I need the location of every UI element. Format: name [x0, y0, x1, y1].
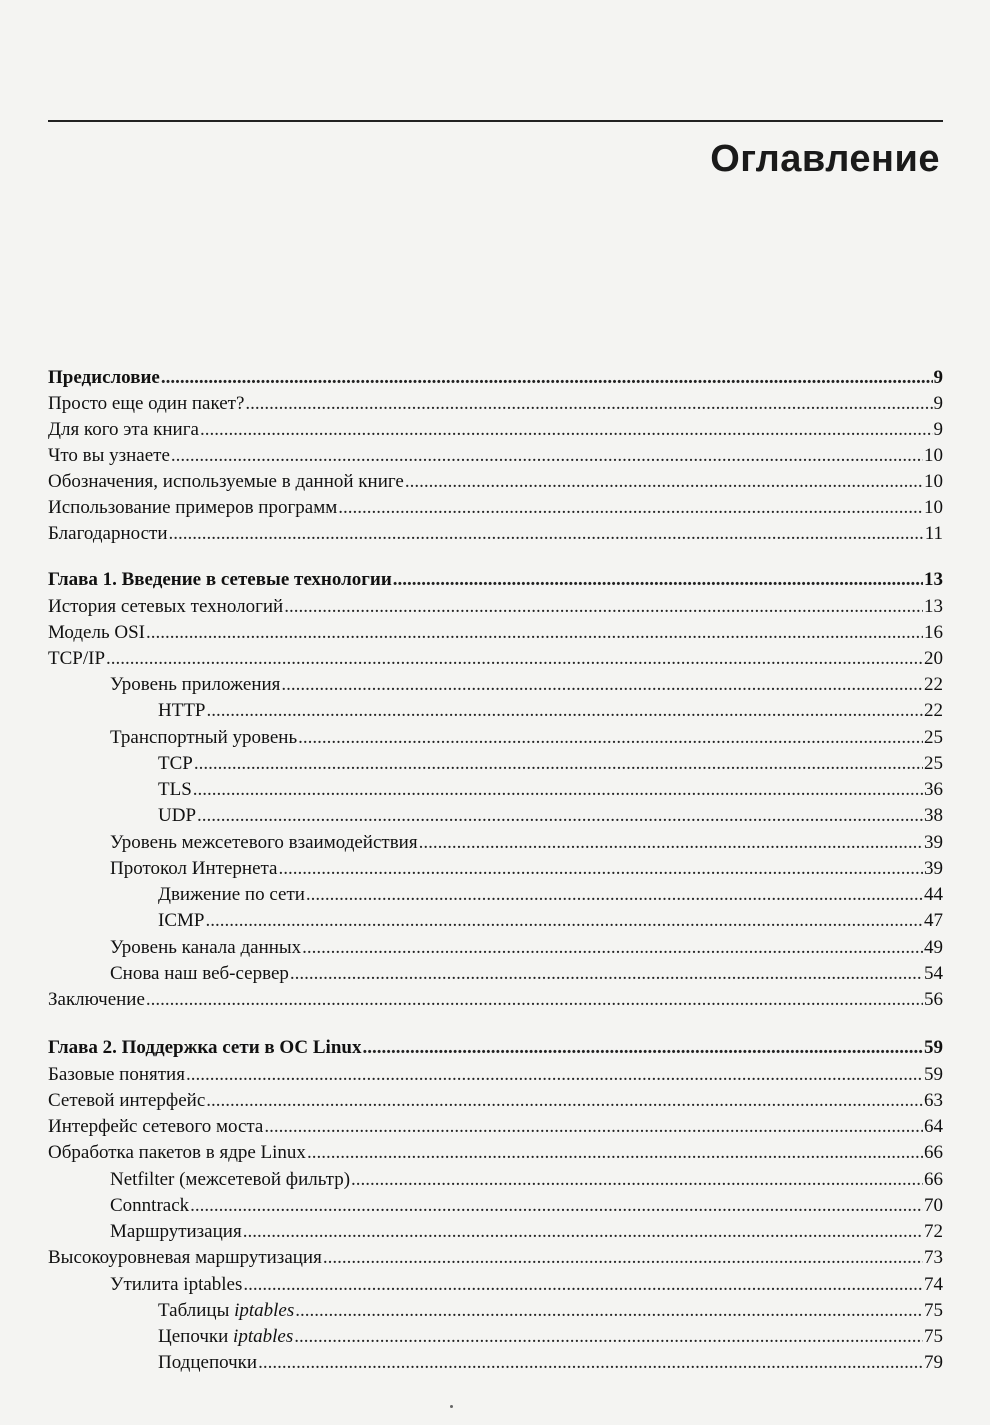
- dot-leader: [338, 497, 923, 519]
- dot-leader: [294, 1326, 923, 1348]
- toc-entry-page: 38: [924, 805, 943, 826]
- dot-leader: [186, 1064, 923, 1086]
- toc-entry: [48, 467, 943, 493]
- dot-leader: [295, 1300, 923, 1322]
- toc-entry-title: Сетевой интерфейс: [48, 1090, 206, 1111]
- toc-entry: [48, 723, 943, 749]
- toc-entry-title: Благодарности: [48, 523, 168, 544]
- toc-entry-page: 13: [924, 569, 943, 590]
- dot-leader: [146, 622, 923, 644]
- toc-entry-page: 13: [924, 596, 943, 617]
- toc-entry: [48, 1217, 943, 1243]
- toc-entry-page: 79: [924, 1352, 943, 1373]
- toc-entry-page: 73: [924, 1247, 943, 1268]
- toc-entry-title: Netfilter (межсетевой фильтр): [110, 1169, 351, 1190]
- dot-leader: [197, 805, 923, 827]
- dot-leader: [243, 1274, 923, 1296]
- toc-entry-title: Протокол Интернета: [110, 858, 278, 879]
- toc-entry: [48, 749, 943, 775]
- toc-entry-title-italic: iptables: [234, 1300, 295, 1321]
- dot-leader: [284, 596, 923, 618]
- toc-entry-page: 16: [924, 622, 943, 643]
- toc-entry: [48, 493, 943, 519]
- toc-entry-title: Для кого эта книга: [48, 419, 199, 440]
- toc-entry: [48, 1322, 943, 1348]
- dot-leader: [207, 700, 924, 722]
- dot-leader: [206, 1090, 923, 1112]
- toc-entry-title: Обработка пакетов в ядре Linux: [48, 1142, 306, 1163]
- page-title: Оглавление: [710, 138, 940, 180]
- toc-entry-title: Использование примеров программ: [48, 497, 338, 518]
- toc-entry-page: 59: [924, 1037, 943, 1058]
- toc-entry-page: 9: [933, 419, 943, 440]
- toc-entry-page: 66: [924, 1142, 943, 1163]
- dot-leader: [290, 963, 923, 985]
- toc-entry-page: 39: [924, 832, 943, 853]
- dot-leader: [351, 1169, 923, 1191]
- toc-entry-title: TLS: [158, 779, 192, 800]
- toc-entry: [48, 880, 943, 906]
- toc-entry-page: 49: [924, 937, 943, 958]
- toc-entry-page: 66: [924, 1169, 943, 1190]
- toc-entry-title: Заключение: [48, 989, 145, 1010]
- toc-entry-page: 10: [924, 471, 943, 492]
- toc-entry-title: Conntrack: [110, 1195, 190, 1216]
- toc-entry: [48, 415, 943, 441]
- dot-leader: [393, 569, 923, 591]
- toc-entry-title-text: Цепочки: [158, 1326, 234, 1347]
- toc-entry-page: 63: [924, 1090, 943, 1111]
- toc-entry-title: Глава 1. Введение в сетевые технологии: [48, 569, 392, 590]
- toc-entry: [48, 1296, 943, 1322]
- toc-entry-title-text: Таблицы: [158, 1300, 235, 1321]
- toc-entry: [48, 592, 943, 618]
- dot-leader: [243, 1221, 923, 1243]
- toc-entry-page: 25: [924, 727, 943, 748]
- dot-leader: [258, 1352, 923, 1374]
- toc-entry-page: 22: [924, 674, 943, 695]
- toc-entry: [48, 933, 943, 959]
- dot-leader: [264, 1116, 923, 1138]
- toc-entry-page: 10: [924, 445, 943, 466]
- toc-entry: [48, 618, 943, 644]
- toc-entry: [48, 363, 943, 389]
- dot-leader: [323, 1247, 923, 1269]
- toc-entry: [48, 565, 943, 591]
- toc-entry-title: Просто еще один пакет?: [48, 393, 245, 414]
- dot-leader: [307, 1142, 923, 1164]
- toc-entry-title: История сетевых технологий: [48, 596, 284, 617]
- dot-leader: [281, 674, 923, 696]
- toc-entry-title: Снова наш веб-сервер: [110, 963, 289, 984]
- header-rule: [48, 120, 943, 122]
- toc-entry-title: Базовые понятия: [48, 1064, 185, 1085]
- toc-entry: [48, 1191, 943, 1217]
- toc-entry-page: 11: [924, 523, 943, 544]
- toc-entry-title: Модель OSI: [48, 622, 145, 643]
- toc-entry-page: 10: [924, 497, 943, 518]
- toc-entry-title: ICMP: [158, 910, 205, 931]
- toc-entry-title: TCP/IP: [48, 648, 106, 669]
- dot-leader: [200, 419, 933, 441]
- toc-entry: [48, 775, 943, 801]
- dot-leader: [171, 445, 923, 467]
- toc-entry-page: 47: [924, 910, 943, 931]
- toc-entry-page: 20: [924, 648, 943, 669]
- dot-leader: [169, 523, 924, 545]
- toc-entry: [48, 1348, 943, 1374]
- toc-entry: [48, 1033, 943, 1059]
- dot-leader: [298, 727, 923, 749]
- toc-entry-title: Уровень приложения: [110, 674, 281, 695]
- toc-entry: [48, 959, 943, 985]
- toc-entry: [48, 801, 943, 827]
- dot-leader: [405, 471, 923, 493]
- toc-entry-page: 36: [924, 779, 943, 800]
- toc-entry-page: 9: [933, 367, 943, 388]
- toc-entry-page: 64: [924, 1116, 943, 1137]
- toc-entry: [48, 1112, 943, 1138]
- toc-entry: [48, 1138, 943, 1164]
- toc-entry-page: 54: [924, 963, 943, 984]
- toc-entry-title-italic: iptables: [233, 1326, 294, 1347]
- dot-leader: [146, 989, 923, 1011]
- dot-leader: [306, 884, 923, 906]
- toc-entry-title: Предисловие: [48, 367, 160, 388]
- dot-leader: [205, 910, 923, 932]
- toc-entry-page: 72: [924, 1221, 943, 1242]
- toc-entry-title: Транспортный уровень: [110, 727, 298, 748]
- toc-entry: [48, 1086, 943, 1112]
- toc-entry-page: 39: [924, 858, 943, 879]
- dot-leader: [106, 648, 923, 670]
- toc-entry-title: Что вы узнаете: [48, 445, 170, 466]
- dot-leader: [161, 367, 933, 389]
- toc-entry-title: UDP: [158, 805, 197, 826]
- toc-entry: [48, 906, 943, 932]
- toc-entry-title: TCP: [158, 753, 193, 774]
- dot-leader: [190, 1195, 923, 1217]
- toc-entry-page: 74: [924, 1274, 943, 1295]
- toc-entry-page: 59: [924, 1064, 943, 1085]
- dot-leader: [194, 753, 923, 775]
- toc-entry-title: Маршрутизация: [110, 1221, 242, 1242]
- toc-entry-title: [48, 1300, 295, 1322]
- toc-entry: [48, 1243, 943, 1269]
- toc-entry-page: 56: [924, 989, 943, 1010]
- toc-entry: [48, 644, 943, 670]
- toc-entry: [48, 670, 943, 696]
- toc-entry: [48, 696, 943, 722]
- dot-leader: [278, 858, 923, 880]
- toc-entry-title: Высокоуровневая маршрутизация: [48, 1247, 322, 1268]
- toc-entry-title: Подцепочки: [158, 1352, 258, 1373]
- toc-entry-title: Уровень канала данных: [110, 937, 302, 958]
- dot-leader: [245, 393, 932, 415]
- toc-entry-page: 9: [933, 393, 943, 414]
- toc-entry: [48, 441, 943, 467]
- toc-entry-title: Уровень межсетевого взаимодействия: [110, 832, 418, 853]
- toc-entry-title: Глава 2. Поддержка сети в ОС Linux: [48, 1037, 362, 1058]
- toc-entry-title: Утилита iptables: [110, 1274, 243, 1295]
- toc-entry-page: 22: [924, 700, 943, 721]
- dot-leader: [193, 779, 923, 801]
- dot-leader: [302, 937, 923, 959]
- toc-entry: [48, 1060, 943, 1086]
- toc-entry-title: HTTP: [158, 700, 206, 721]
- toc-entry-title: [48, 1326, 294, 1348]
- toc-entry-page: 70: [924, 1195, 943, 1216]
- toc-entry-title: Обозначения, используемые в данной книге: [48, 471, 404, 492]
- toc-entry: [48, 828, 943, 854]
- toc-entry: [48, 1165, 943, 1191]
- toc-entry-page: 75: [924, 1326, 943, 1347]
- toc-entry: [48, 1270, 943, 1296]
- toc-entry-page: 25: [924, 753, 943, 774]
- toc-entry: [48, 519, 943, 545]
- toc-entry-page: 44: [924, 884, 943, 905]
- dot-leader: [362, 1037, 923, 1059]
- toc-entry-title: Интерфейс сетевого моста: [48, 1116, 264, 1137]
- toc-entry-page: 75: [924, 1300, 943, 1321]
- toc-entry: [48, 389, 943, 415]
- toc-entry: [48, 854, 943, 880]
- dot-leader: [419, 832, 923, 854]
- toc-entry-title: Движение по сети: [158, 884, 305, 905]
- paper-speck: [450, 1405, 453, 1408]
- toc-entry: [48, 985, 943, 1011]
